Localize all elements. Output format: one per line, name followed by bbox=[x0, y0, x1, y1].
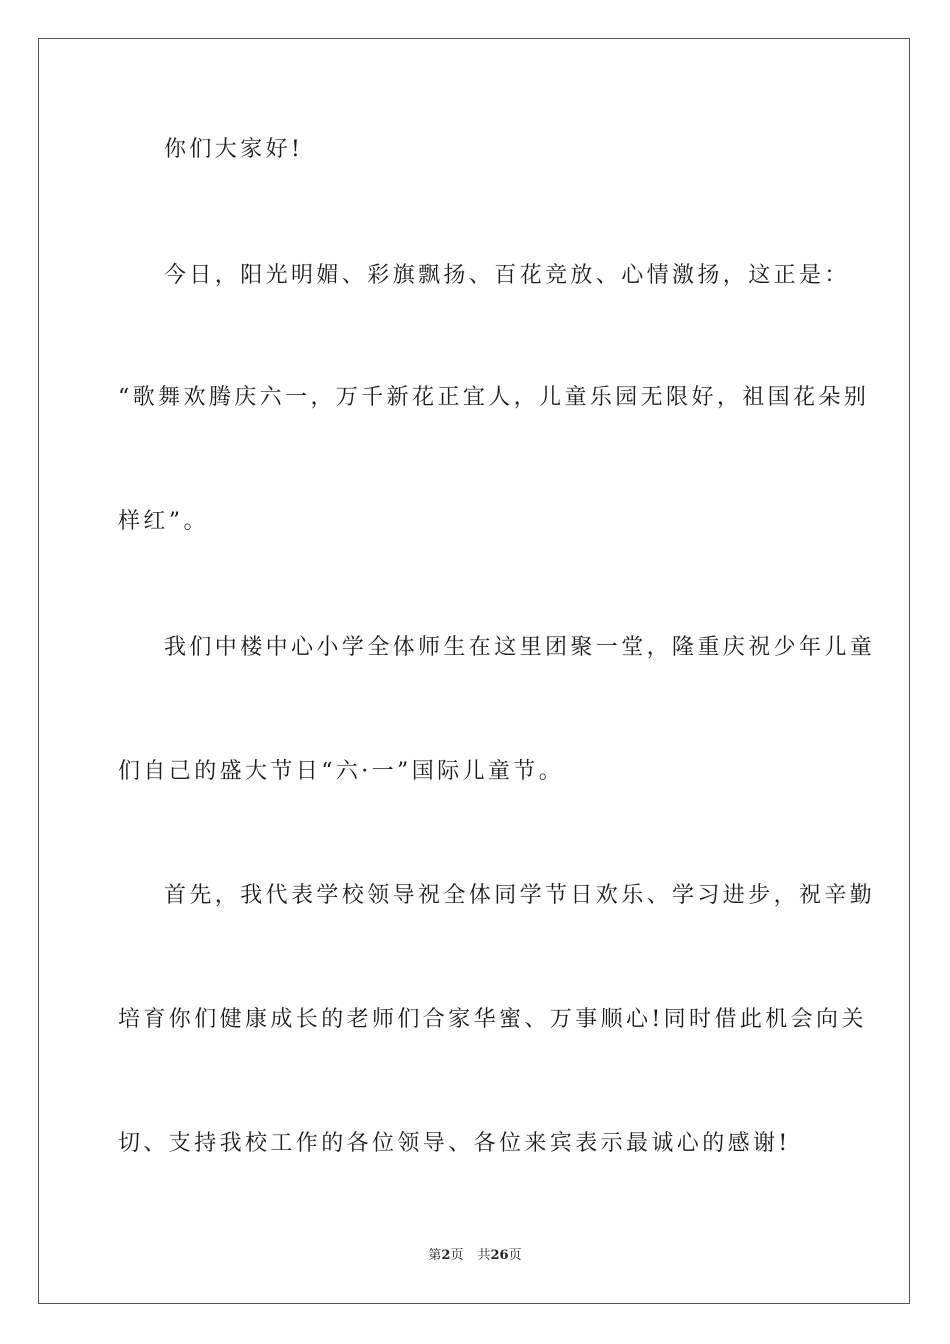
total-suffix: 页 bbox=[508, 1248, 522, 1263]
paragraph-line: 我们中楼中心小学全体师生在这里团聚一堂，隆重庆祝少年儿童 bbox=[164, 635, 876, 660]
page-prefix: 第 bbox=[428, 1248, 442, 1263]
paragraph-line: 们自己的盛大节日“六·一”国际儿童节。 bbox=[118, 759, 565, 784]
paragraph-line: 切、支持我校工作的各位领导、各位来宾表示最诚心的感谢! bbox=[118, 1131, 791, 1156]
paragraph-line: 首先，我代表学校领导祝全体同学节日欢乐、学习进步，祝辛勤 bbox=[164, 883, 876, 908]
total-prefix: 共 bbox=[477, 1248, 491, 1263]
page-number: 2 bbox=[441, 1248, 451, 1263]
page-border bbox=[38, 38, 910, 1304]
paragraph-line: 培育你们健康成长的老师们合家华蜜、万事顺心!同时借此机会向关 bbox=[118, 1007, 867, 1032]
page-suffix: 页 bbox=[450, 1248, 464, 1263]
total-pages: 26 bbox=[490, 1248, 509, 1263]
paragraph-line: 今日，阳光明媚、彩旗飘扬、百花竞放、心情激扬，这正是： bbox=[164, 263, 850, 288]
paragraph-line: “歌舞欢腾庆六一，万千新花正宜人，儿童乐园无限好，祖国花朵别 bbox=[118, 385, 870, 410]
paragraph-line-greeting: 你们大家好! bbox=[164, 137, 304, 162]
page-footer bbox=[0, 1248, 950, 1264]
paragraph-line: 样红”。 bbox=[118, 509, 209, 534]
